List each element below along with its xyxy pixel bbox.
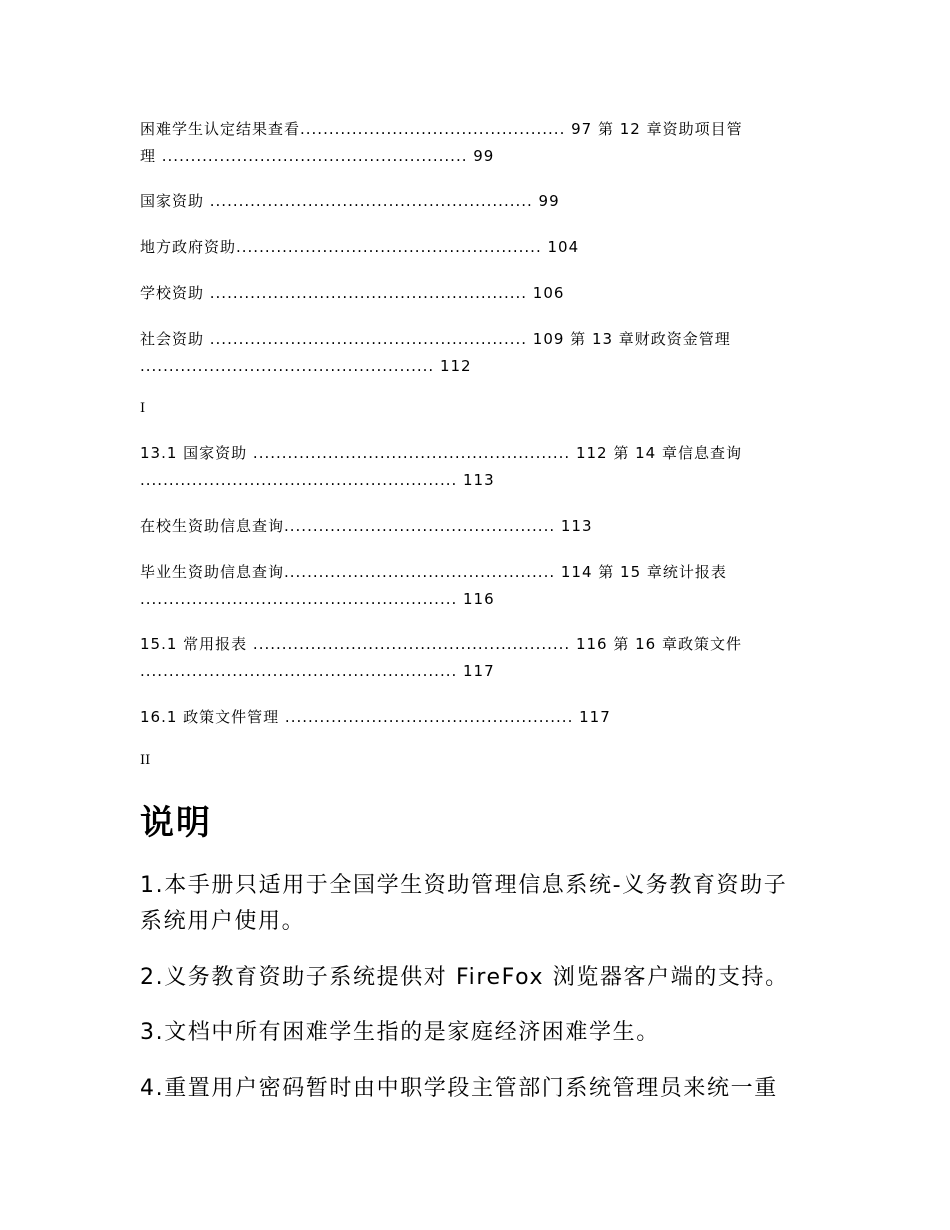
toc-entry-line[interactable]: 13.1 国家资助 ....................................................... 112 第 14 章信息查询: [140, 444, 742, 462]
paragraph-line: 2.义务教育资助子系统提供对 FireFox 浏览器客户端的支持。: [140, 965, 789, 990]
toc-entry-line[interactable]: 社会资助 ....................................................... 109 第 13 章财政资金管理: [140, 330, 731, 348]
toc-entry-line[interactable]: 15.1 常用报表 ....................................................... 116 第 16 章政策文件: [140, 635, 742, 653]
section-title: 说明: [140, 803, 212, 843]
toc-entry-line[interactable]: 毕业生资助信息查询............................................... 114 第 15 章统计报表: [140, 563, 727, 581]
toc-entry-line[interactable]: ................................................... 112: [140, 357, 472, 375]
page-number-roman: I: [140, 401, 146, 416]
toc-entry-line[interactable]: 国家资助 ........................................................ 99: [140, 192, 560, 210]
toc-entry-line[interactable]: 理 ..................................................... 99: [140, 147, 495, 165]
paragraph-line: 4.重置用户密码暂时由中职学段主管部门系统管理员来统一重: [140, 1076, 778, 1101]
page-number-roman: II: [140, 753, 151, 768]
toc-entry-line[interactable]: 16.1 政策文件管理 .................................................. 117: [140, 708, 611, 726]
toc-entry-line[interactable]: ....................................................... 116: [140, 590, 495, 608]
toc-entry-line[interactable]: ....................................................... 117: [140, 662, 495, 680]
paragraph-line: 系统用户使用。: [140, 909, 306, 934]
toc-entry-line[interactable]: 困难学生认定结果查看.............................................. 97 第 12 章资助项目管: [140, 120, 743, 138]
toc-entry-line[interactable]: ....................................................... 113: [140, 471, 495, 489]
paragraph-line: 1.本手册只适用于全国学生资助管理信息系统-义务教育资助子: [140, 873, 788, 898]
toc-entry-line[interactable]: 学校资助 ....................................................... 106: [140, 284, 565, 302]
paragraph-line: 3.文档中所有困难学生指的是家庭经济困难学生。: [140, 1020, 660, 1045]
toc-entry-line[interactable]: 在校生资助信息查询............................................... 113: [140, 517, 593, 535]
toc-entry-line[interactable]: 地方政府资助..................................................... 104: [140, 238, 580, 256]
